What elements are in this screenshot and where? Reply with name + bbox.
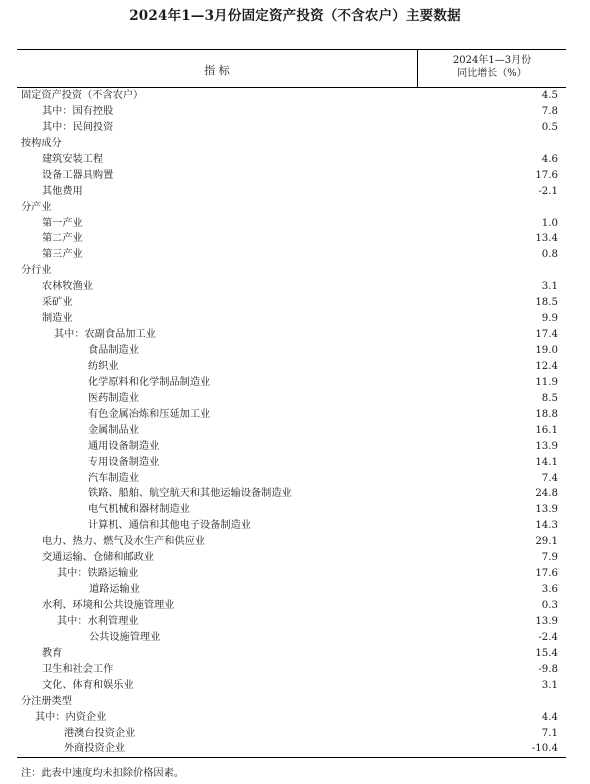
table-row bbox=[17, 662, 566, 678]
table-row bbox=[17, 343, 566, 359]
row-label: 交通运输、仓储和邮政业 bbox=[42, 552, 155, 564]
row-value: 17.6 bbox=[535, 568, 558, 580]
row-value: 7.9 bbox=[541, 552, 558, 564]
row-label: 第三产业 bbox=[42, 249, 83, 261]
row-value: 15.4 bbox=[535, 647, 558, 659]
footnote: 注：此表中速度均未扣除价格因素。 bbox=[21, 768, 184, 779]
row-value: 0.8 bbox=[541, 249, 558, 261]
row-label: 港澳台投资企业 bbox=[64, 727, 136, 739]
row-value: 13.4 bbox=[535, 233, 558, 245]
row-label: 分产业 bbox=[21, 201, 52, 213]
row-label: 计算机、通信和其他电子设备制造业 bbox=[88, 520, 251, 532]
row-value: 1.0 bbox=[541, 217, 558, 229]
row-label: 按构成分 bbox=[21, 137, 62, 149]
table-header bbox=[17, 49, 566, 88]
table-row bbox=[17, 471, 566, 487]
row-label: 其中：铁路运输业 bbox=[57, 568, 139, 580]
row-value: 7.4 bbox=[541, 472, 558, 484]
row-label: 设备工器具购置 bbox=[42, 169, 114, 181]
table-row bbox=[17, 375, 566, 391]
table-row bbox=[17, 104, 566, 120]
row-label: 其他费用 bbox=[42, 185, 83, 197]
row-value: 29.1 bbox=[535, 536, 558, 548]
table-row bbox=[17, 279, 566, 295]
table-row bbox=[17, 550, 566, 566]
table-row bbox=[17, 455, 566, 471]
table-row bbox=[17, 136, 566, 152]
table-bottom-rule bbox=[17, 757, 566, 758]
table-row bbox=[17, 168, 566, 184]
table-row bbox=[17, 694, 566, 710]
table-row bbox=[17, 518, 566, 534]
row-value: 4.5 bbox=[541, 90, 558, 101]
row-value: 12.4 bbox=[535, 360, 558, 372]
indicator-column-header: 指 标 bbox=[204, 64, 230, 77]
row-label: 道路运输业 bbox=[89, 584, 140, 596]
table-row bbox=[17, 486, 566, 502]
row-value: -10.4 bbox=[531, 743, 558, 755]
row-value: 14.1 bbox=[535, 456, 558, 468]
row-label: 电气机械和器材制造业 bbox=[88, 504, 190, 516]
table-row bbox=[17, 726, 566, 742]
row-value: 16.1 bbox=[535, 424, 558, 436]
row-value: 17.4 bbox=[535, 329, 558, 341]
table-row bbox=[17, 247, 566, 263]
table-row bbox=[17, 216, 566, 232]
row-value: 18.8 bbox=[535, 408, 558, 420]
row-label: 电力、热力、燃气及水生产和供应业 bbox=[42, 536, 205, 548]
table-row bbox=[17, 359, 566, 375]
row-value: -9.8 bbox=[538, 663, 558, 675]
row-value: 0.3 bbox=[541, 600, 558, 611]
row-label: 纺织业 bbox=[88, 360, 119, 372]
row-label: 其中：农副食品加工业 bbox=[54, 329, 156, 341]
table-row bbox=[17, 295, 566, 311]
table-title: 2024年1—3月份固定资产投资（不含农户）主要数据 bbox=[129, 8, 461, 24]
row-label: 制造业 bbox=[42, 313, 73, 325]
row-label: 卫生和社会工作 bbox=[42, 663, 114, 675]
table-row bbox=[17, 598, 566, 614]
table-row bbox=[17, 741, 566, 757]
row-label: 教育 bbox=[42, 647, 63, 659]
row-label: 建筑安装工程 bbox=[42, 153, 104, 165]
row-value: 7.1 bbox=[541, 727, 558, 739]
table-row bbox=[17, 407, 566, 423]
table-row bbox=[17, 439, 566, 455]
table-row bbox=[17, 88, 566, 104]
table-row bbox=[17, 710, 566, 726]
growth-column-header bbox=[418, 54, 566, 80]
row-value: -2.4 bbox=[538, 631, 558, 643]
growth-header-line1: 2024年1—3月份 bbox=[452, 55, 532, 66]
row-value: -2.1 bbox=[538, 185, 558, 197]
row-value: 14.3 bbox=[535, 520, 558, 532]
table-row bbox=[17, 646, 566, 662]
row-label: 医药制造业 bbox=[88, 392, 139, 404]
row-label: 其中：民间投资 bbox=[42, 121, 114, 133]
row-value: 7.8 bbox=[541, 105, 558, 117]
table-row bbox=[17, 200, 566, 216]
table-row bbox=[17, 630, 566, 646]
row-label: 采矿业 bbox=[42, 297, 73, 309]
table-row bbox=[17, 614, 566, 630]
table-row bbox=[17, 534, 566, 550]
row-label: 其中：内资企业 bbox=[35, 711, 107, 723]
row-value: 18.5 bbox=[535, 297, 558, 309]
table-row bbox=[17, 120, 566, 136]
table-row bbox=[17, 311, 566, 327]
row-value: 0.5 bbox=[541, 121, 558, 133]
table-row bbox=[17, 502, 566, 518]
table-row bbox=[17, 423, 566, 439]
row-label: 其中：国有控股 bbox=[42, 105, 114, 117]
row-label: 分注册类型 bbox=[21, 695, 72, 707]
row-value: 13.9 bbox=[535, 504, 558, 516]
growth-header-line2: 同比增长（%） bbox=[457, 68, 527, 79]
row-label: 第二产业 bbox=[42, 233, 83, 245]
row-label: 金属制品业 bbox=[88, 424, 139, 436]
row-value: 13.9 bbox=[535, 440, 558, 452]
row-value: 24.8 bbox=[535, 488, 558, 500]
row-value: 11.9 bbox=[535, 376, 558, 388]
row-label: 文化、体育和娱乐业 bbox=[42, 679, 134, 691]
row-label: 其中：水利管理业 bbox=[57, 615, 139, 627]
row-label: 食品制造业 bbox=[88, 345, 139, 356]
row-value: 4.4 bbox=[541, 711, 558, 723]
row-label: 分行业 bbox=[21, 265, 52, 277]
data-table bbox=[17, 49, 566, 758]
row-label: 汽车制造业 bbox=[88, 472, 139, 484]
row-value: 17.6 bbox=[535, 169, 558, 181]
table-row bbox=[17, 391, 566, 407]
row-value: 9.9 bbox=[541, 313, 558, 325]
table-row bbox=[17, 327, 566, 343]
row-value: 13.9 bbox=[535, 615, 558, 627]
table-body bbox=[17, 88, 566, 757]
row-label: 水利、环境和公共设施管理业 bbox=[42, 600, 175, 611]
table-row bbox=[17, 152, 566, 168]
row-value: 3.1 bbox=[541, 281, 558, 293]
row-label: 有色金属冶炼和压延加工业 bbox=[88, 408, 211, 420]
row-label: 第一产业 bbox=[42, 217, 83, 229]
table-row bbox=[17, 566, 566, 582]
table-row bbox=[17, 231, 566, 247]
table-row bbox=[17, 184, 566, 200]
row-value: 4.6 bbox=[541, 153, 558, 165]
row-label: 公共设施管理业 bbox=[89, 631, 161, 643]
table-row bbox=[17, 582, 566, 598]
row-label: 铁路、船舶、航空航天和其他运输设备制造业 bbox=[88, 488, 292, 500]
row-value: 3.1 bbox=[541, 679, 558, 691]
row-value: 19.0 bbox=[535, 345, 558, 356]
row-label: 化学原料和化学制品制造业 bbox=[88, 376, 211, 388]
table-row bbox=[17, 263, 566, 279]
row-label: 固定资产投资（不含农户） bbox=[21, 90, 144, 101]
row-label: 专用设备制造业 bbox=[88, 456, 160, 468]
row-value: 8.5 bbox=[541, 392, 558, 404]
row-label: 通用设备制造业 bbox=[88, 440, 160, 452]
row-label: 外商投资企业 bbox=[64, 743, 126, 755]
table-row bbox=[17, 678, 566, 694]
row-value: 3.6 bbox=[541, 584, 558, 596]
row-label: 农林牧渔业 bbox=[42, 281, 93, 293]
